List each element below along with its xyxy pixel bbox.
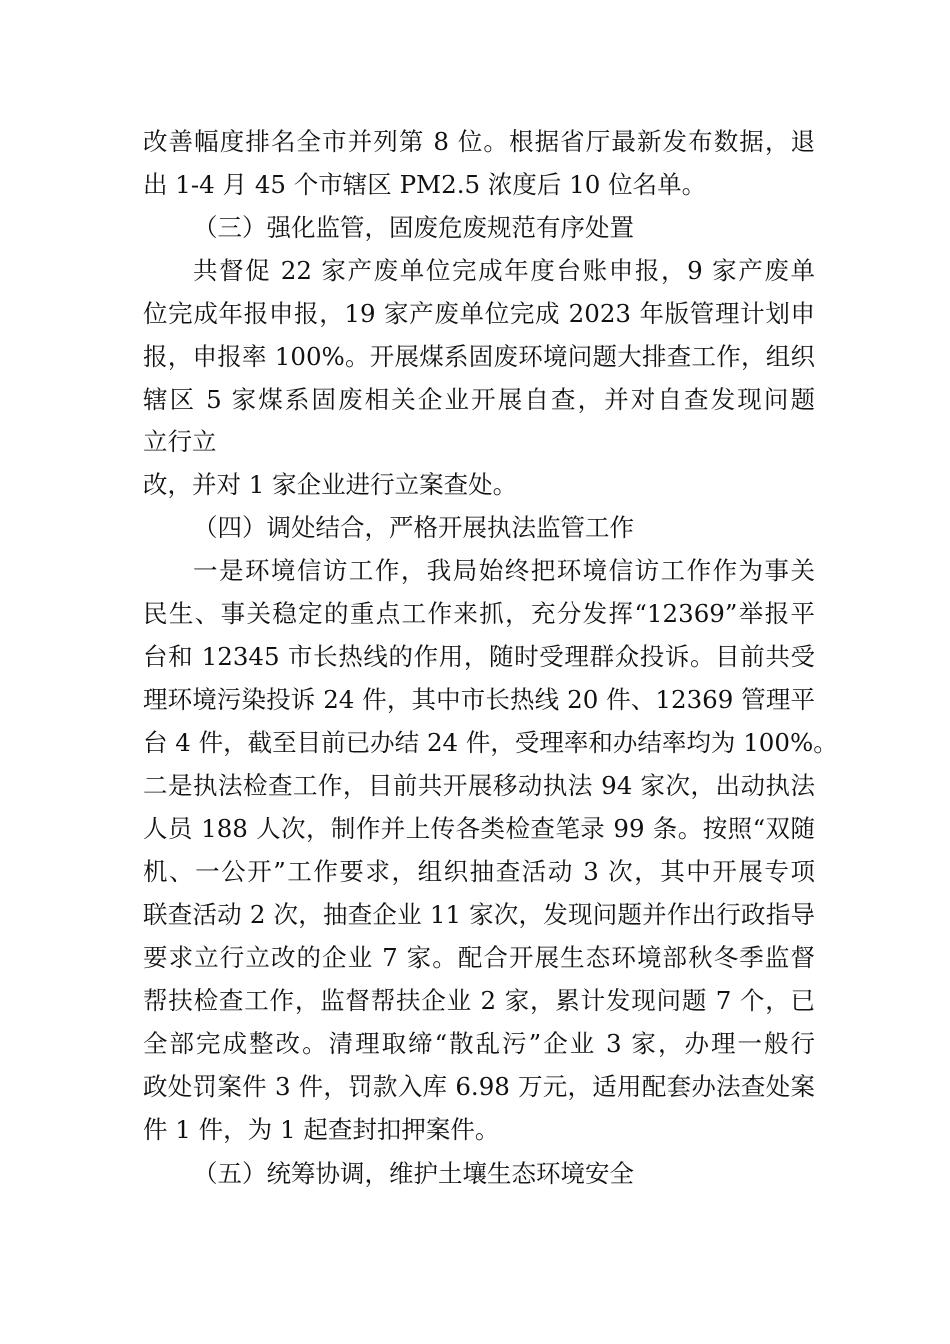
- section-heading: （四）调处结合，严格开展执法监管工作: [193, 513, 634, 542]
- text-line: 帮扶检查工作，监督帮扶企业 2 家，累计发现问题 7 个，已: [143, 986, 815, 1015]
- text-line: 机、一公开”工作要求，组织抽查活动 3 次，其中开展专项: [143, 857, 815, 886]
- text-line: 辖区 5 家煤系固废相关企业开展自查，并对自查发现问题: [143, 385, 815, 414]
- text-line: 人员 188 人次，制作并上传各类检查笔录 99 条。按照“双随: [143, 814, 815, 843]
- section-heading: （五）统筹协调，维护土壤生态环境安全: [193, 1159, 634, 1188]
- text-line: 立行立: [143, 427, 217, 456]
- text-line: 台 4 件，截至目前已办结 24 件，受理率和办结率均为 100%。: [143, 728, 838, 757]
- text-line: 要求立行立改的企业 7 家。配合开展生态环境部秋冬季监督: [143, 943, 815, 972]
- text-line: 台和 12345 市长热线的作用，随时受理群众投诉。目前共受: [143, 642, 815, 671]
- text-line: 共督促 22 家产废单位完成年度台账申报，9 家产废单: [193, 256, 815, 285]
- text-line: 民生、事关稳定的重点工作来抓，充分发挥“12369”举报平: [143, 599, 815, 628]
- text-line: 理环境污染投诉 24 件，其中市长热线 20 件、12369 管理平: [143, 685, 815, 714]
- text-line: 二是执法检查工作，目前共开展移动执法 94 家次，出动执法: [143, 771, 815, 800]
- text-line: 全部完成整改。清理取缔“散乱污”企业 3 家，办理一般行: [143, 1029, 815, 1058]
- text-line: 位完成年报申报，19 家产废单位完成 2023 年版管理计划申: [143, 299, 815, 328]
- text-line: 一是环境信访工作，我局始终把环境信访工作作为事关: [193, 556, 815, 585]
- text-line: 出 1-4 月 45 个市辖区 PM2.5 浓度后 10 位名单。: [143, 170, 707, 199]
- text-line: 政处罚案件 3 件，罚款入库 6.98 万元，适用配套办法查处案: [143, 1072, 815, 1101]
- text-line: 改，并对 1 家企业进行立案查处。: [143, 470, 518, 499]
- text-line: 件 1 件，为 1 起查封扣押案件。: [143, 1115, 500, 1144]
- text-line: 联查活动 2 次，抽查企业 11 家次，发现问题并作出行政指导: [143, 900, 815, 929]
- text-line: 改善幅度排名全市并列第 8 位。根据省厅最新发布数据，退: [143, 127, 815, 156]
- text-line: 报，申报率 100%。开展煤系固废环境问题大排查工作，组织: [143, 342, 815, 371]
- section-heading: （三）强化监管，固废危废规范有序处置: [193, 213, 634, 242]
